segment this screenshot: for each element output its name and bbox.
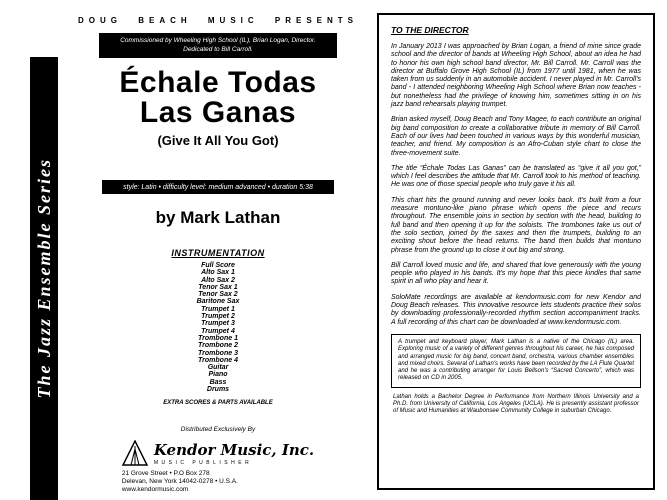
composer-byline: by Mark Lathan xyxy=(155,208,281,227)
commission-line-2: Dedicated to Bill Carroll. xyxy=(183,45,253,53)
piece-title-line-1: Échale Todas xyxy=(119,66,317,99)
instrument-item: Trumpet 1 xyxy=(201,305,235,313)
instrument-item: Alto Sax 1 xyxy=(201,269,235,277)
instrument-item: Piano xyxy=(208,371,228,379)
extra-scores-note: EXTRA SCORES & PARTS AVAILABLE xyxy=(163,400,273,407)
cover-left-panel xyxy=(62,0,374,500)
kendor-address xyxy=(122,470,314,494)
instrument-item: Tenor Sax 2 xyxy=(198,291,238,299)
instrument-item: Trumpet 3 xyxy=(201,320,235,328)
instrument-item: Trombone 3 xyxy=(198,349,238,357)
instrument-item: Drums xyxy=(206,386,230,394)
kendor-website: www.kendormusic.com xyxy=(121,486,189,494)
distributed-by-label: Distributed Exclusively By xyxy=(180,426,256,434)
kendor-tagline: MUSIC PUBLISHER xyxy=(153,459,253,466)
address-line-1: 21 Grove Street • P.O Box 278 xyxy=(121,470,210,478)
piece-title-line-2: Las Ganas xyxy=(139,96,297,129)
jazz-ensemble-series-bar xyxy=(30,57,58,500)
director-paragraph: This chart hits the ground running and never looks back. It's built from a four measure montuno-like piano phrase which opens the piece and recurs throughout. The ensemble joins in section by section with the head, building to full band and then opening it up for the soloists. The trombones take us out of the solo section, joined by the saxes and then the trumpets, building to an exciting shout before the head returns. The band then builds that montuno phrase from the ground up to close it out big and strong. xyxy=(391,196,641,254)
kendor-name: Kendor Music, Inc. xyxy=(153,440,315,459)
instrument-item: Bass xyxy=(209,378,227,386)
director-paragraph: SoloMate recordings are available at kendormusic.com for new Kendor and Doug Beach releases. This innovative resource lets students practice their solos by downloading professionally-recorded rhythm section accompaniment tracks. A full recording of this chart can be downloaded at www.kendormusic.com. xyxy=(391,293,641,326)
instrument-item: Alto Sax 2 xyxy=(201,276,235,284)
instrument-item: Trombone 1 xyxy=(198,334,238,342)
instrumentation-heading: INSTRUMENTATION xyxy=(171,248,265,258)
commission-line-1: Commissioned by Wheeling High School (IL), Brian Logan, Director. xyxy=(120,37,316,44)
instrument-item: Baritone Sax xyxy=(196,298,240,306)
publisher-presents-line: DOUG BEACH MUSIC PRESENTS xyxy=(77,16,358,25)
instrument-item: Trombone 2 xyxy=(198,342,238,350)
to-the-director-panel xyxy=(377,13,655,490)
series-bar-label: The Jazz Ensemble Series xyxy=(33,158,54,399)
piece-subtitle: (Give It All You Got) xyxy=(157,133,279,148)
instrument-item: Trumpet 2 xyxy=(201,313,235,321)
director-paragraph: In January 2013 I was approached by Brian Logan, a friend of mine since grade school and the director of bands at Wheeling High School, about an idea he had to honor his own high school band director, Mr. Bill Carroll. Mr. Carroll was the director at Buffalo Grove High School (IL) from 1977 until 1981, when he was taken from us suddenly in an automobile accident. I never played in Mr. Carroll's band - I attended neighboring Wheeling High School where Brian now teaches - but nonetheless had the privilege of knowing him, sometimes sitting in on his jazz band rehearsals playing trumpet. xyxy=(391,43,641,109)
address-line-2: Delevan, New York 14042-0278 • U.S.A. xyxy=(121,478,238,486)
instrument-item: Trombone 4 xyxy=(198,356,238,364)
commission-box xyxy=(99,33,337,58)
instrument-item: Trumpet 4 xyxy=(201,327,235,335)
piece-title xyxy=(62,68,374,128)
instrument-item: Full Score xyxy=(201,262,235,269)
instrumentation-list xyxy=(62,262,374,393)
composer-bio-footer: Lathan holds a Bachelor Degree in Performance from Northern Illinois University and a Ph.D. from University of California, Los Angeles (UCLA). He is presently assistant professor of Music and Humanities at Waubonsee Community College in suburban Chicago. xyxy=(393,393,639,415)
kendor-logo-icon xyxy=(122,440,148,466)
director-paragraph: The title “Échale Todas Las Ganas” can be translated as “give it all you got,” which I feel describes the attitude that Mr. Carroll took to his method of teaching. He was one of those special people who truly gave it his all. xyxy=(391,164,641,189)
director-paragraph: Bill Carroll loved music and life, and shared that love generously with the young people who played in his bands. It's my hope that this piece kindles that same spirit in all who play and hear it. xyxy=(391,261,641,286)
director-paragraph: Brian asked myself, Doug Beach and Tony Magee, to each contribute an original big band composition to create a collaborative tribute in memory of Bill Carroll. Each of our lives had been touched in various ways by this wonderful musician, teacher, and friend. My composition is an Afro-Cuban style chart to close the three-movement suite. xyxy=(391,116,641,157)
director-heading: TO THE DIRECTOR xyxy=(391,25,469,35)
kendor-logo-block xyxy=(122,440,314,494)
composer-bio-box: A trumpet and keyboard player, Mark Lathan is a native of the Chicago (IL) area. Exploring music of a variety of different genres throughout his career, he has composed and arranged music for big band, concert band, orchestra, various chamber ensembles and mixed choirs. Several of Lathan's works have been recorded by the LA Flute Quartet and he was a contributing arranger for Louis Bellson's “Sacred Concerto”, which was released on CD in 2005. xyxy=(391,334,641,388)
instrument-item: Guitar xyxy=(207,364,229,372)
instrument-item: Tenor Sax 1 xyxy=(198,283,238,291)
style-info-box: style: Latin • difficulty level: medium advanced • duration 5:38 xyxy=(102,180,334,194)
